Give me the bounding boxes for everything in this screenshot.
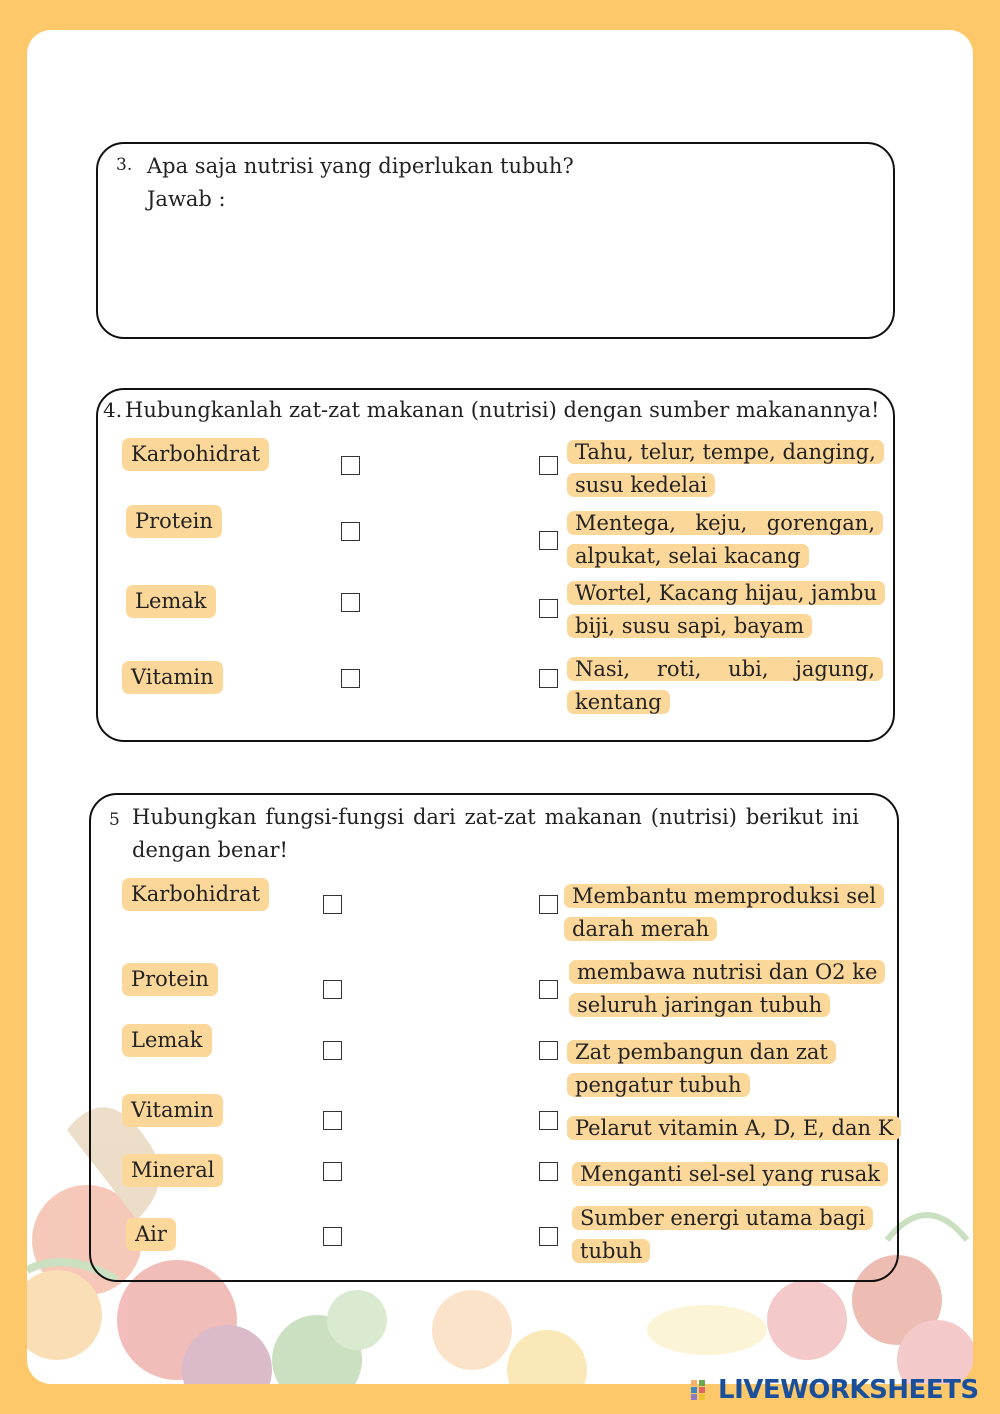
q5-right-checkbox-1[interactable] [539, 895, 558, 914]
q5-left-karbohidrat: Karbohidrat [122, 878, 269, 911]
q5-right-checkbox-5[interactable] [539, 1162, 558, 1181]
q5-left-checkbox-2[interactable] [323, 980, 342, 999]
question-5-number: 5 [109, 810, 120, 830]
q4-left-lemak: Lemak [126, 585, 216, 618]
q4-source-1 [567, 436, 883, 502]
q5-left-checkbox-1[interactable] [323, 895, 342, 914]
question-3-text: Apa saja nutrisi yang diperlukan tubuh? [147, 154, 574, 178]
q4-source-2 [567, 507, 883, 573]
q5-left-checkbox-4[interactable] [323, 1111, 342, 1130]
q5-left-vitamin: Vitamin [122, 1094, 223, 1127]
q5-function-3 [567, 1036, 837, 1102]
q5-function-1-text: Membantu memproduksi sel darah merah [564, 884, 884, 941]
q5-function-3-text: Zat pembangun dan zat pengatur tubuh [567, 1040, 836, 1097]
q4-left-checkbox-3[interactable] [341, 593, 360, 612]
q4-left-karbohidrat: Karbohidrat [122, 438, 269, 471]
q5-function-6 [572, 1202, 872, 1268]
q4-right-checkbox-2[interactable] [539, 531, 558, 550]
q5-function-4-text: Pelarut vitamin A, D, E, dan K [567, 1116, 901, 1140]
question-3-number: 3. [116, 155, 133, 175]
q5-function-5 [572, 1158, 892, 1191]
liveworksheets-logo-icon [690, 1378, 714, 1402]
q5-left-checkbox-6[interactable] [323, 1227, 342, 1246]
q5-function-6-text: Sumber energi utama bagi tubuh [572, 1206, 873, 1263]
q5-left-air: Air [126, 1218, 176, 1251]
q5-function-2-text: membawa nutrisi dan O2 ke seluruh jaringan tubuh [569, 960, 885, 1017]
q5-left-checkbox-5[interactable] [323, 1162, 342, 1181]
q4-right-checkbox-3[interactable] [539, 599, 558, 618]
q4-left-checkbox-2[interactable] [341, 522, 360, 541]
q4-source-2-text: Mentega, keju, gorengan, alpukat, selai kacang [567, 511, 883, 568]
q5-function-1 [564, 880, 889, 946]
q5-function-5-text: Menganti sel-sel yang rusak [572, 1162, 888, 1186]
q4-source-1-text: Tahu, telur, tempe, danging, susu kedelai [567, 440, 884, 497]
q5-left-checkbox-3[interactable] [323, 1041, 342, 1060]
q5-right-checkbox-6[interactable] [539, 1227, 558, 1246]
q4-right-checkbox-1[interactable] [539, 456, 558, 475]
q4-left-protein: Protein [126, 505, 222, 538]
q4-left-vitamin: Vitamin [122, 661, 223, 694]
q5-right-checkbox-4[interactable] [539, 1111, 558, 1130]
question-4-number: 4. [103, 398, 123, 422]
question-4-text: Hubungkanlah zat-zat makanan (nutrisi) dengan sumber makanannya! [125, 398, 880, 422]
q5-function-4 [567, 1112, 897, 1145]
q4-left-checkbox-1[interactable] [341, 456, 360, 475]
q4-source-4 [567, 653, 883, 719]
q4-right-checkbox-4[interactable] [539, 669, 558, 688]
q5-left-lemak: Lemak [122, 1024, 212, 1057]
question-5-text: Hubungkan fungsi-fungsi dari zat-zat makanan (nutrisi) berikut ini dengan benar! [132, 805, 859, 862]
question-3-answer-label: Jawab : [147, 187, 226, 211]
q4-source-3 [567, 577, 883, 643]
q4-left-checkbox-4[interactable] [341, 669, 360, 688]
q5-right-checkbox-3[interactable] [539, 1041, 558, 1060]
q5-right-checkbox-2[interactable] [539, 980, 558, 999]
q4-source-4-text: Nasi, roti, ubi, jagung, kentang [567, 657, 883, 714]
q4-source-3-text: Wortel, Kacang hijau, jambu biji, susu sapi, bayam [567, 581, 885, 638]
question-3-answer-area[interactable] [147, 220, 867, 320]
liveworksheets-logo [690, 1374, 979, 1406]
liveworksheets-logo-text: LIVEWORKSHEETS [718, 1375, 979, 1405]
q5-function-2 [569, 956, 889, 1022]
q5-left-protein: Protein [122, 963, 218, 996]
q5-left-mineral: Mineral [122, 1154, 223, 1187]
